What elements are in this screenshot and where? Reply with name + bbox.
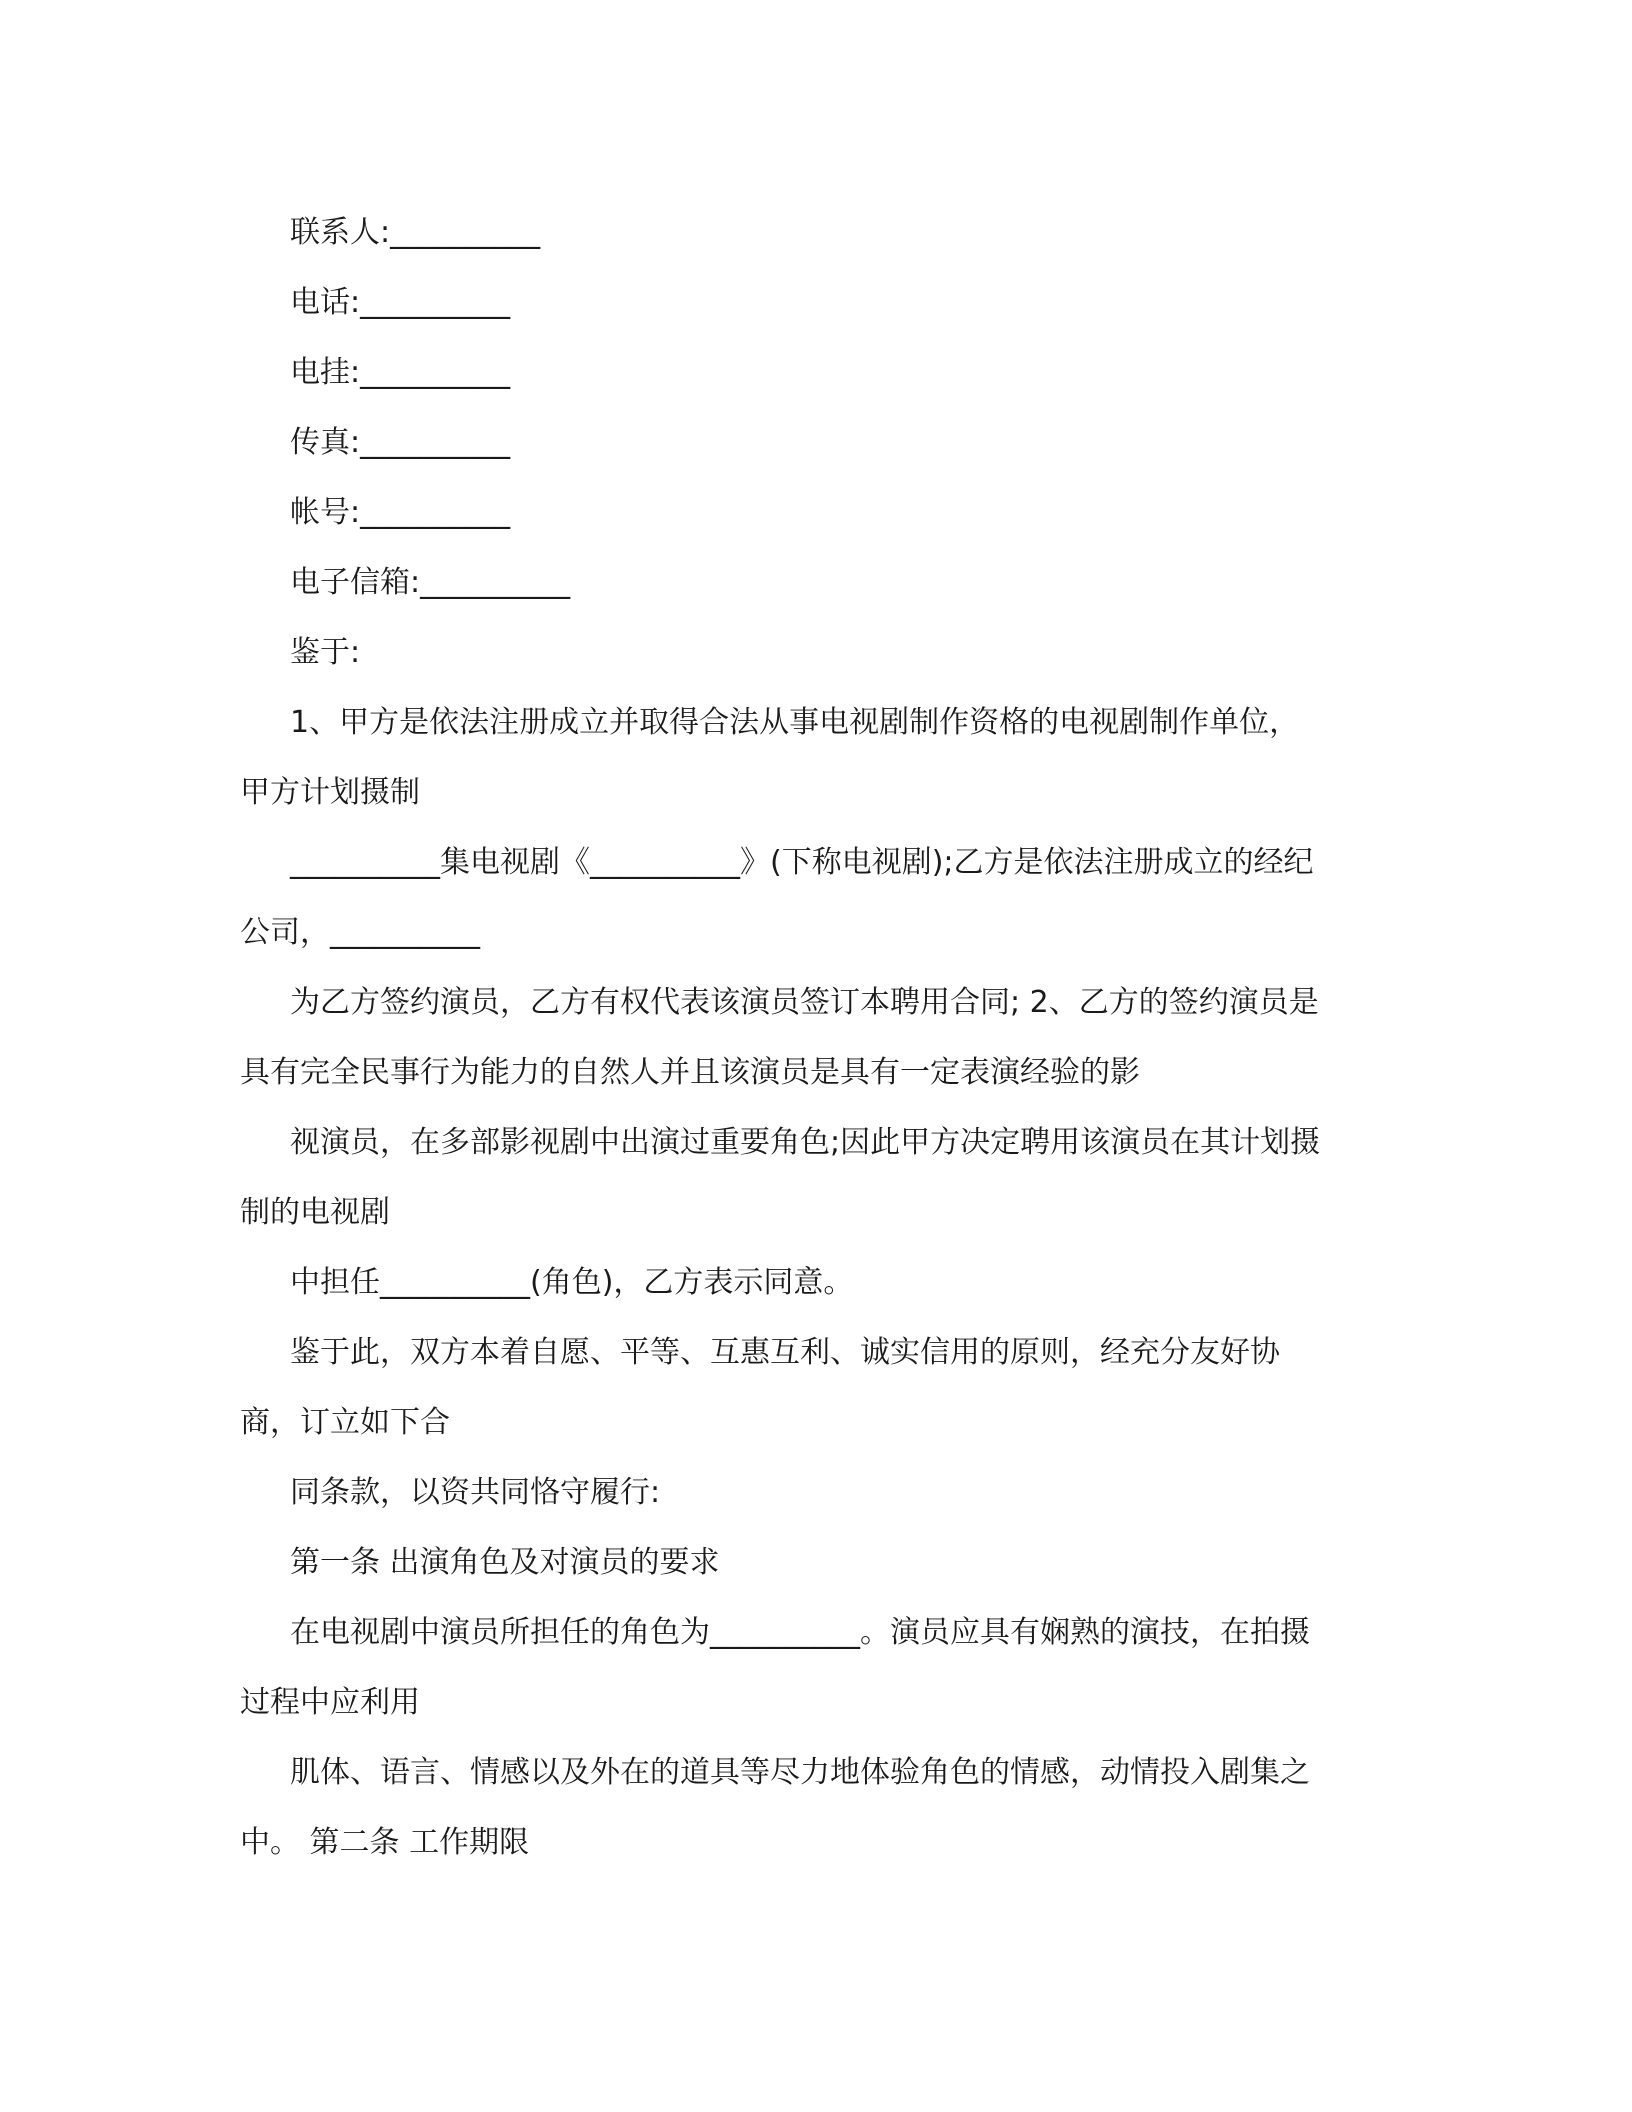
phone-line: 电话:__________ xyxy=(290,285,511,320)
paragraph-line: 甲方计划摄制 xyxy=(240,775,420,810)
document-body xyxy=(240,198,1392,1878)
paragraph-line: 制的电视剧 xyxy=(240,1195,390,1230)
paragraph-line: 肌体、语言、情感以及外在的道具等尽力地体验角色的情感，动情投入剧集之 xyxy=(290,1755,1310,1790)
paragraph-line: 商，订立如下合 xyxy=(240,1405,450,1440)
paragraph-line: 视演员，在多部影视剧中出演过重要角色;因此甲方决定聘用该演员在其计划摄 xyxy=(290,1125,1321,1160)
article-one-heading: 第一条 出演角色及对演员的要求 xyxy=(290,1545,720,1580)
paragraph-line: 1、甲方是依法注册成立并取得合法从事电视剧制作资格的电视剧制作单位， xyxy=(290,705,1300,740)
paragraph-line: 在电视剧中演员所担任的角色为__________。演员应具有娴熟的演技，在拍摄 xyxy=(290,1615,1310,1650)
paragraph-line: __________集电视剧《__________》(下称电视剧);乙方是依法注册成立的经纪 xyxy=(290,845,1314,880)
paragraph-line: 过程中应利用 xyxy=(240,1685,420,1720)
telegraph-line: 电挂:__________ xyxy=(290,355,511,390)
paragraph-line: 同条款，以资共同恪守履行: xyxy=(290,1475,661,1510)
contact-person-line: 联系人:__________ xyxy=(290,215,541,250)
paragraph-line: 中担任__________(角色)，乙方表示同意。 xyxy=(290,1265,854,1300)
whereas-heading: 鉴于: xyxy=(290,635,361,670)
paragraph-line: 鉴于此，双方本着自愿、平等、互惠互利、诚实信用的原则，经充分友好协 xyxy=(290,1335,1280,1370)
paragraph-line: 为乙方签约演员，乙方有权代表该演员签订本聘用合同; 2、乙方的签约演员是 xyxy=(290,985,1319,1020)
paragraph-line: 中。 第二条 工作期限 xyxy=(240,1825,530,1860)
paragraph-line: 具有完全民事行为能力的自然人并且该演员是具有一定表演经验的影 xyxy=(240,1055,1140,1090)
paragraph-line: 公司，__________ xyxy=(240,915,480,950)
email-line: 电子信箱:__________ xyxy=(290,565,571,600)
fax-line: 传真:__________ xyxy=(290,425,511,460)
account-line: 帐号:__________ xyxy=(290,495,511,530)
